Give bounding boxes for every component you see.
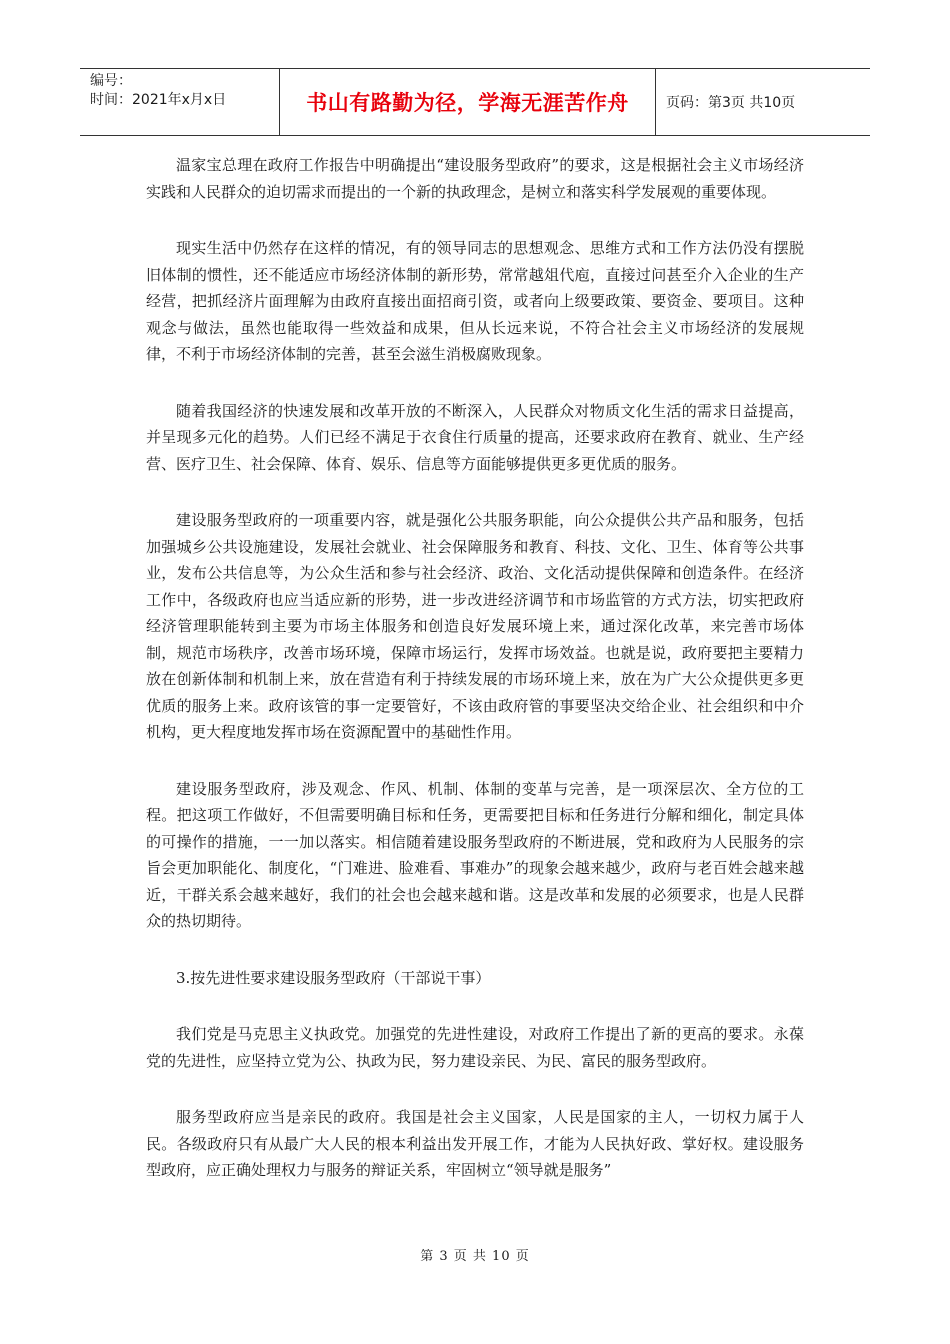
document-body: [146, 152, 804, 1214]
page-footer: [0, 1245, 950, 1264]
motto-text: 书山有路勤为径，学海无涯苦作舟: [306, 91, 629, 115]
header-motto-cell: [280, 69, 656, 135]
code-label: 编号：: [90, 73, 132, 89]
header-page-cell: [656, 69, 870, 135]
body-paragraph: 现实生活中仍然存在这样的情况，有的领导同志的思想观念、思维方式和工作方法仍没有摆脱旧体制的惯性，还不能适应市场经济体制的新形势，常常越俎代庖，直接过问甚至介入企业的生产经营，把抓经济片面理解为由政府直接出面招商引资，或者向上级要政策、要资金、要项目。这种观念与做法，虽然也能取得一些效益和成果，但从长远来说，不符合社会主义市场经济的发展规律，不利于市场经济体制的完善，甚至会滋生消极腐败现象。: [146, 239, 804, 363]
document-header: [80, 68, 870, 136]
body-paragraph: 温家宝总理在政府工作报告中明确提出“建设服务型政府”的要求，这是根据社会主义市场经济实践和人民群众的迫切需求而提出的一个新的执政理念，是树立和落实科学发展观的重要体现。: [146, 156, 804, 201]
body-paragraph: 我们党是马克思主义执政党。加强党的先进性建设，对政府工作提出了新的更高的要求。永葆党的先进性，应坚持立党为公、执政为民，努力建设亲民、为民、富民的服务型政府。: [146, 1025, 804, 1070]
section-heading: 3.按先进性要求建设服务型政府（干部说干事）: [176, 968, 491, 987]
page-info: 页码：第3页 共10页: [666, 95, 796, 111]
footer-page-number: 第 3 页 共 10 页: [420, 1249, 530, 1264]
body-paragraph: 建设服务型政府的一项重要内容，就是强化公共服务职能，向公众提供公共产品和服务，包括加强城乡公共设施建设，发展社会就业、社会保障服务和教育、科技、文化、卫生、体育等公共事业，发布公共信息等，为公众生活和参与社会经济、政治、文化活动提供保障和创造条件。在经济工作中，各级政府也应当适应新的形势，进一步改进经济调节和市场监管的方式方法，切实把政府经济管理职能转到主要为市场主体服务和创造良好发展环境上来，通过深化改革，来完善市场体制，规范市场秩序，改善市场环境，保障市场运行，发挥市场效益。也就是说，政府要把主要精力放在创新体制和机制上来，放在营造有利于持续发展的市场环境上来，放在为广大公众提供更多更优质的服务上来。政府该管的事一定要管好，不该由政府管的事要坚决交给企业、社会组织和中介机构，更大程度地发挥市场在资源配置中的基础性作用。: [146, 511, 804, 741]
body-paragraph: 建设服务型政府，涉及观念、作风、机制、体制的变革与完善，是一项深层次、全方位的工程。把这项工作做好，不但需要明确目标和任务，更需要把目标和任务进行分解和细化，制定具体的可操作的措施，一一加以落实。相信随着建设服务型政府的不断进展，党和政府为人民服务的宗旨会更加职能化、制度化，“门难进、脸难看、事难办”的现象会越来越少，政府与老百姓会越来越近，干群关系会越来越好，我们的社会也会越来越和谐。这是改革和发展的必须要求，也是人民群众的热切期待。: [146, 779, 804, 930]
header-meta-cell: [80, 69, 280, 135]
body-paragraph: 服务型政府应当是亲民的政府。我国是社会主义国家，人民是国家的主人，一切权力属于人民。各级政府只有从最广大人民的根本利益出发开展工作，才能为人民执好政、掌好权。建设服务型政府，应正确处理权力与服务的辩证关系，牢固树立“领导就是服务”: [146, 1108, 804, 1179]
body-paragraph: 随着我国经济的快速发展和改革开放的不断深入，人民群众对物质文化生活的需求日益提高，并呈现多元化的趋势。人们已经不满足于衣食住行质量的提高，还要求政府在教育、就业、生产经营、医疗卫生、社会保障、体育、娱乐、信息等方面能够提供更多更优质的服务。: [146, 401, 804, 473]
date-label: 时间：2021年x月x日: [90, 92, 227, 108]
